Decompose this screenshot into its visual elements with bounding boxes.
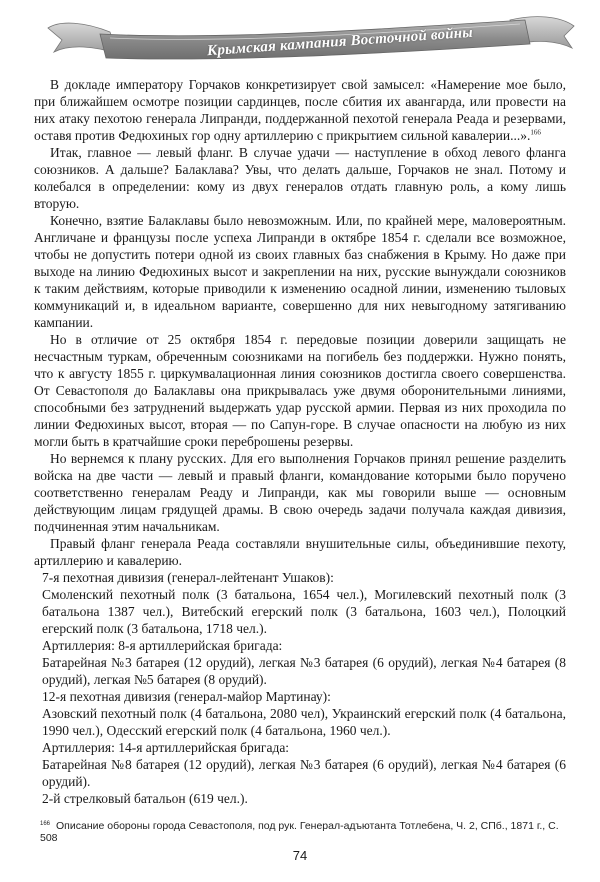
- section-title: Крымская кампания Восточной войны: [206, 24, 474, 60]
- footnote-text: Описание обороны города Севастополя, под рук. Генерал-адъютанта Тотлебена, Ч. 2, СПб., 1871 г., С. 508: [40, 820, 559, 844]
- list-item-batteries-14: Батарейная №8 батарея (12 орудий), легкая №3 батарея (6 орудий), легкая №4 батарея (6 орудий).: [42, 757, 566, 789]
- list-item-artillery-14: Артиллерия: 14-я артиллерийская бригада:: [42, 740, 290, 755]
- list-item-regiments-12: Азовский пехотный полк (4 батальона, 2080 чел), Украинский егерский полк (4 батальона, 1990 чел.), Одесский егерский полк (4 батальона, 1960 чел.).: [42, 706, 566, 738]
- list-item-division-12: 12-я пехотная дивизия (генерал-майор Мартинау):: [42, 689, 331, 704]
- paragraph-6: Правый фланг генерала Реада составляли внушительные силы, объединившие пехоту, артиллерию и кавалерию.: [34, 536, 566, 568]
- footnote: [40, 820, 570, 844]
- page-number: 74: [292, 848, 308, 863]
- list-item-regiments-7: Смоленский пехотный полк (3 батальона, 1654 чел.), Могилевский пехотный полк (3 батальона 1387 чел.), Витебский егерский полк (3 батальона, 1603 чел.), Полоцкий егерский полк (3 батальона, 1718 чел.).: [42, 587, 566, 636]
- header-banner: [40, 10, 580, 68]
- paragraph-2: Итак, главное — левый фланг. В случае удачи — наступление в обход левого фланга союзников. А дальше? Балаклава? Увы, что делать дальше, Горчаков не знал. Потому и колебался в определении: кому из двух генералов отдать главную роль, а кому лишь вторую.: [34, 145, 566, 211]
- footnote-ref: 166: [530, 128, 541, 137]
- list-item-artillery-8: Артиллерия: 8-я артиллерийская бригада:: [42, 638, 283, 653]
- paragraph-5: Но вернемся к плану русских. Для его выполнения Горчаков принял решение разделить войска на две части — левый и правый фланги, командование которыми было поручено соответственно генералам Реаду и Липранди, как мы говорили выше — основным действующим лицам грядущей драмы. В свою очередь задачи получала каждая дивизия, подчиненная этим начальникам.: [34, 451, 566, 534]
- list-item-division-7: 7-я пехотная дивизия (генерал-лейтенант Ушаков):: [42, 570, 334, 585]
- paragraph-1: В докладе императору Горчаков конкретизирует свой замысел: «Намерение мое было, при ближайшем осмотре позиции сардинцев, после сбития их авангарда, или провести на них атаку пехотою генерала Липранди, поддержанной пехотой генерала Реада и резервами, оставя против Федюхиных гор одну артиллерию с прикрытием сильной кавалерии...».$^{166}$: [34, 77, 566, 143]
- footnote-mark: 166: [40, 820, 51, 827]
- body-text: [34, 76, 566, 807]
- list-item-batteries-8: Батарейная №3 батарея (12 орудий), легкая №3 батарея (6 орудий), легкая №4 батарея (8 орудий), легкая №5 батарея (8 орудий).: [42, 655, 566, 687]
- paragraph-4: Но в отличие от 25 октября 1854 г. передовые позиции доверили защищать не несчастным туркам, обреченным союзниками на погибель без поддержки. Нужно понять, что к августу 1855 г. циркумвалационная линия союзников достигла своего совершенства. От Севастополя до Балаклавы она прикрывалась уже двумя оборонительными линиями, способными без затруднений выдержать удар русской армии. Первая из них проходила по линии Федюхиных высот, вторая — по Сапун-горе. В случае опасности на любую из них могли быть в кратчайшие сроки переброшены резервы.: [34, 332, 566, 449]
- list-item-rifle-battalion: 2-й стрелковый батальон (619 чел.).: [42, 791, 248, 806]
- paragraph-3: Конечно, взятие Балаклавы было невозможным. Или, по крайней мере, маловероятным. Англичане и французы после успеха Липранди в октябре 1854 г. сделали все возможное, чтобы не допустить потери одной из своих главных баз снабжения в Крыму. Но даже при выходе на линию Федюхиных высот и закреплении на них, русские вынуждали союзников к таким действиям, которые приводили к изменению осадной линии, изменению тыловых коммуникаций и, в идеальном варианте, совершенно для них невыгодному затягиванию кампании.: [34, 213, 566, 330]
